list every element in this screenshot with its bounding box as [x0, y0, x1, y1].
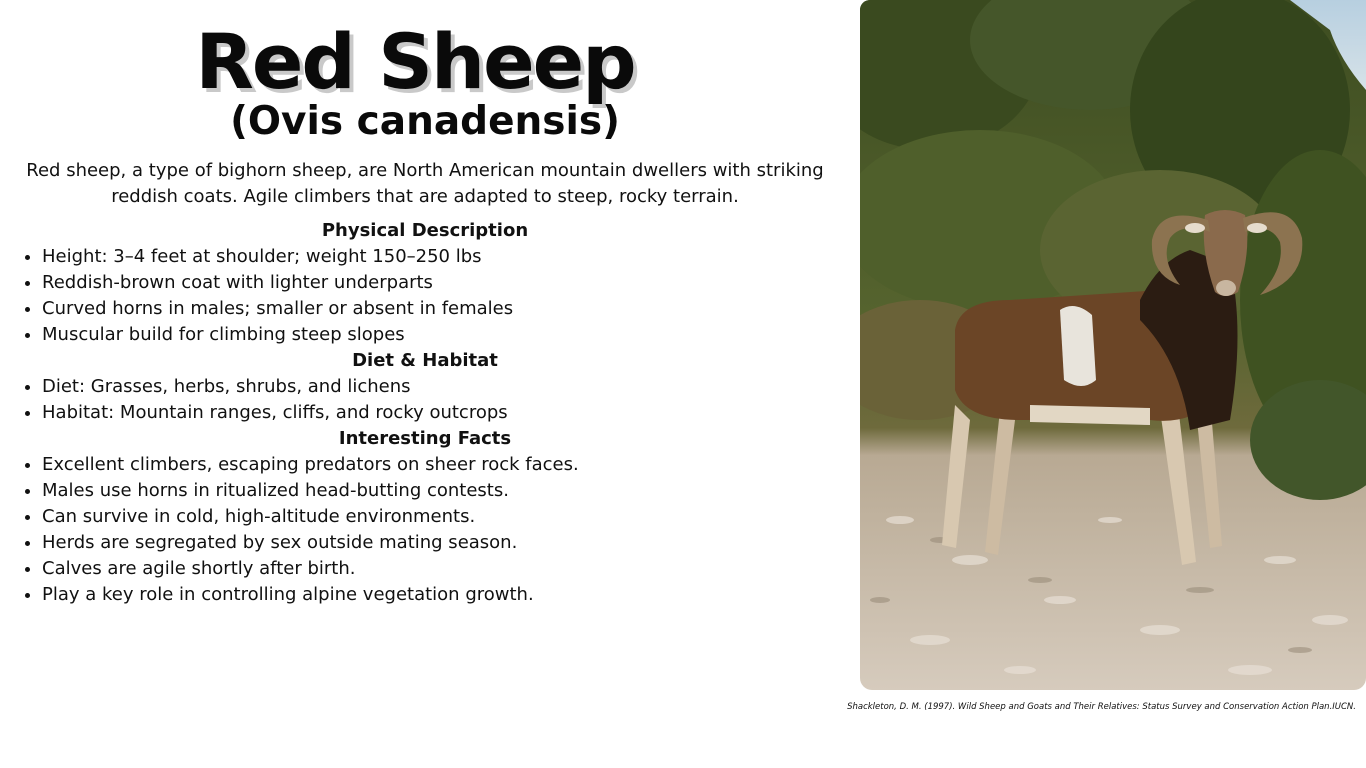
intro-paragraph: Red sheep, a type of bighorn sheep, are North American mountain dwellers with striking reddish coats. Agile climbers that are adapted to steep, rocky terrain.: [26, 160, 824, 207]
section-heading: Diet & Habitat: [352, 350, 498, 371]
list-item: • Curved horns in males; smaller or absent in females: [42, 296, 830, 322]
sheep-photo-illustration: [860, 0, 1366, 690]
list-item: • Reddish-brown coat with lighter underparts: [42, 270, 830, 296]
list-item: • Males use horns in ritualized head-butting contests.: [42, 478, 830, 504]
list-item: • Height: 3–4 feet at shoulder; weight 150–250 lbs: [42, 244, 830, 270]
section-physical-description: [20, 218, 830, 348]
section-interesting-facts: [20, 426, 830, 608]
bullet-list: [20, 374, 830, 426]
list-item: • Herds are segregated by sex outside mating season.: [42, 530, 830, 556]
list-item: • Habitat: Mountain ranges, cliffs, and rocky outcrops: [42, 400, 830, 426]
sheep-photo: [860, 0, 1366, 690]
bullet-list: [20, 452, 830, 608]
section-heading: Physical Description: [321, 220, 529, 241]
list-item: • Can survive in cold, high-altitude environments.: [42, 504, 830, 530]
content-sections: [20, 218, 830, 608]
list-item: • Play a key role in controlling alpine vegetation growth.: [42, 582, 830, 608]
section-diet-habitat: [20, 348, 830, 426]
bullet-list: [20, 244, 830, 348]
list-item: • Diet: Grasses, herbs, shrubs, and lichens: [42, 374, 830, 400]
page-title: Red Sheep: [195, 17, 635, 106]
list-item: • Calves are agile shortly after birth.: [42, 556, 830, 582]
citation: Shackleton, D. M. (1997). Wild Sheep and Goats and Their Relatives: Status Survey and Conservation Action Plan.IUCN.: [847, 702, 1356, 712]
list-item: • Excellent climbers, escaping predators on sheer rock faces.: [42, 452, 830, 478]
section-heading: Interesting Facts: [338, 428, 512, 449]
scientific-name: (Ovis canadensis): [230, 99, 620, 144]
list-item: • Muscular build for climbing steep slopes: [42, 322, 830, 348]
